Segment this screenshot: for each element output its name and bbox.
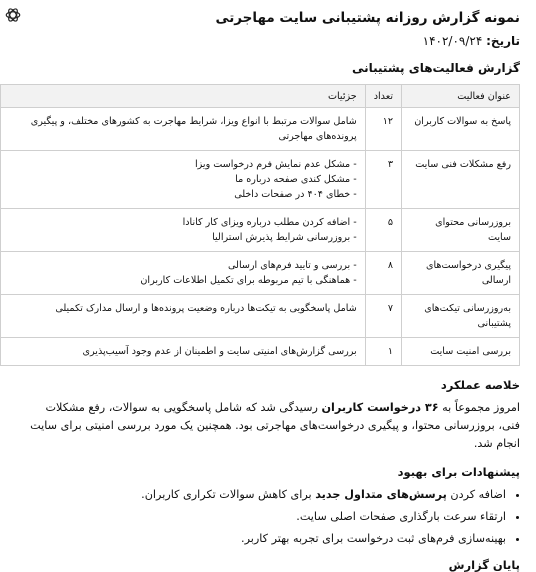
summary-paragraph xyxy=(22,399,520,453)
cell-count: ۵ xyxy=(365,209,401,252)
list-item xyxy=(22,530,506,548)
detail-line: بررسی گزارش‌های امنیتی سایت و اطمینان از عدم وجود آسیب‌پذیری xyxy=(82,346,357,357)
suggestion-text-end: برای کاهش سوالات تکراری کاربران. xyxy=(141,488,316,501)
suggestion-text: ارتقاء سرعت بارگذاری صفحات اصلی سایت. xyxy=(296,510,506,523)
summary-highlight: ۳۶ درخواست کاربران xyxy=(321,401,439,414)
report-title: نمونه گزارش روزانه پشتیبانی سایت مهاجرتی xyxy=(215,10,520,26)
list-item xyxy=(22,486,506,504)
cell-details xyxy=(1,338,366,366)
header-count: تعداد xyxy=(365,85,401,108)
cell-count: ۸ xyxy=(365,252,401,295)
suggestion-text: اضافه کردن xyxy=(446,488,506,501)
date-value: ۱۴۰۲/۰۹/۲۴ xyxy=(422,34,483,48)
table-header-row xyxy=(1,85,520,108)
detail-line: - بروزرسانی شرایط پذیرش استرالیا xyxy=(212,232,357,243)
cell-title: پیگیری درخواست‌های ارسالی xyxy=(402,252,520,295)
report-content xyxy=(22,0,520,572)
header-details: جزئیات xyxy=(1,85,366,108)
summary-text-end: رسیدگی شد که شامل پاسخگویی به سوالات، رفع مشکلات فنی، بروزرسانی محتوا، و پیگیری درخواست‌های مهاجرتی بود. همچنین یک مورد بررسی امنیتی برای سایت انجام شد. xyxy=(30,401,520,450)
table-row xyxy=(1,338,520,366)
detail-line: - هماهنگی با تیم مربوطه برای تکمیل اطلاعات کاربران xyxy=(140,275,357,286)
detail-line: - اضافه کردن مطلب درباره ویزای کار کانادا xyxy=(182,217,357,228)
header-activity-title: عنوان فعالیت xyxy=(402,85,520,108)
table-row xyxy=(1,151,520,209)
detail-line: شامل پاسخگویی به تیکت‌ها درباره وضعیت پرونده‌ها و ارسال مدارک تکمیلی xyxy=(55,303,357,314)
cell-count: ۷ xyxy=(365,295,401,338)
detail-line: شامل سوالات مرتبط با انواع ویزا، شرایط مهاجرت به کشورهای مختلف، و پیگیری پرونده‌های مهاجرتی xyxy=(30,116,357,142)
detail-line: - خطای ۴۰۴ در صفحات داخلی xyxy=(234,189,357,200)
report-date xyxy=(22,33,520,49)
table-row xyxy=(1,295,520,338)
date-label: تاریخ: xyxy=(486,34,520,48)
detail-line: - مشکل عدم نمایش فرم درخواست ویزا xyxy=(194,159,357,170)
cell-details xyxy=(1,151,366,209)
cell-count: ۳ xyxy=(365,151,401,209)
suggestion-text: بهینه‌سازی فرم‌های ثبت درخواست برای تجربه بهتر کاربر. xyxy=(241,532,506,545)
cell-details xyxy=(1,209,366,252)
suggestion-highlight: پرسش‌های متداول جدید xyxy=(315,488,447,501)
cell-title: رفع مشکلات فنی سایت xyxy=(402,151,520,209)
cell-count: ۱۲ xyxy=(365,108,401,151)
detail-line: - مشکل کندی صفحه درباره ما xyxy=(235,174,357,185)
list-item xyxy=(22,508,506,526)
cell-title: بروزرسانی محتوای سایت xyxy=(402,209,520,252)
table-row xyxy=(1,252,520,295)
detail-line: - بررسی و تایید فرم‌های ارسالی xyxy=(228,260,357,271)
suggestions-heading: پیشنهادات برای بهبود xyxy=(397,465,520,479)
report-end-label: پایان گزارش xyxy=(448,558,520,572)
cell-details xyxy=(1,108,366,151)
activities-table-wrapper xyxy=(0,84,520,366)
cell-title: پاسخ به سوالات کاربران xyxy=(402,108,520,151)
openai-logo-icon xyxy=(4,6,22,24)
summary-text-start: امروز مجموعاً به xyxy=(438,401,520,414)
cell-title: به‌روزرسانی تیکت‌های پشتیبانی xyxy=(402,295,520,338)
cell-details xyxy=(1,295,366,338)
table-row xyxy=(1,209,520,252)
activities-table xyxy=(0,84,520,366)
cell-details xyxy=(1,252,366,295)
activities-heading: گزارش فعالیت‌های پشتیبانی xyxy=(351,61,520,75)
summary-heading: خلاصه عملکرد xyxy=(440,378,520,392)
cell-title: بررسی امنیت سایت xyxy=(402,338,520,366)
suggestions-list xyxy=(22,486,520,548)
table-row xyxy=(1,108,520,151)
cell-count: ۱ xyxy=(365,338,401,366)
